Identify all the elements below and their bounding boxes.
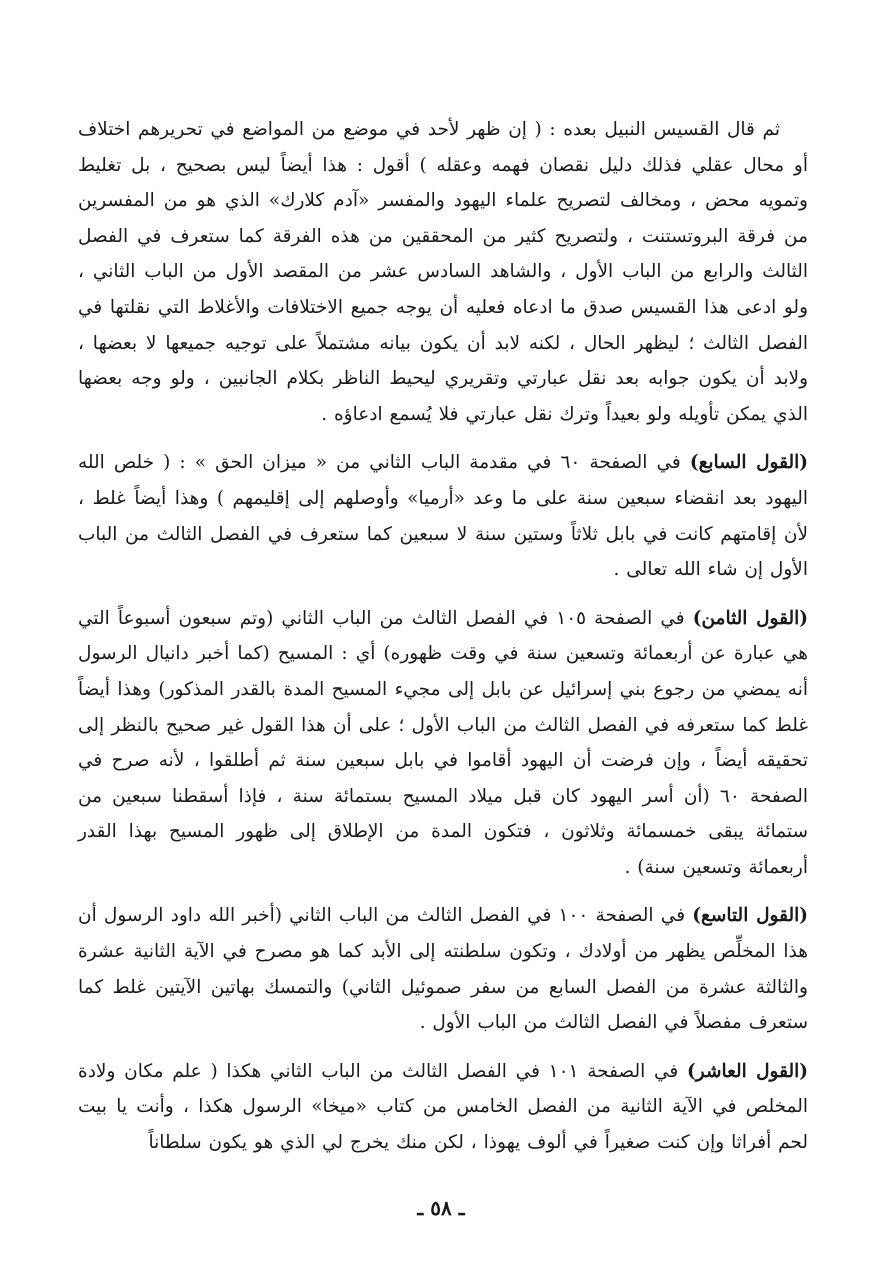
paragraph-4 <box>78 898 808 1040</box>
paragraph-2-lead: (القول السابع) <box>689 452 808 474</box>
paragraph-3-lead: (القول الثامن) <box>692 607 808 629</box>
paragraph-5-text: في الصفحة ١٠١ في الفصل الثالث من الباب الثاني هكذا ( علم مكان ولادة المخلص في الآية الثانية من الفصل الخامس من كتاب «ميخا» الرسول هكذا ، وأنت يا بيت لحم أفراثا وإن كنت صغيراً في ألوف يهوذا ، لكن منك يخرج لي الذي هو يكون سلطاناً <box>78 1060 808 1154</box>
paragraph-2-text: في الصفحة ٦٠ في مقدمة الباب الثاني من « ميزان الحق » : ( خلص الله اليهود بعد انقضاء سبعين سنة على ما وعد «أرميا» وأوصلهم إلى إقليمهم ) وهذا أيضاً غلط ، لأن إقامتهم كانت في بابل ثلاثاً وستين سنة لا سبعين كما ستعرف في الفصل الثالث من الباب الأول إن شاء الله تعالى . <box>78 452 808 581</box>
paragraph-4-lead: (القول التاسع) <box>692 905 808 927</box>
page-number: ـ ٥٨ ـ <box>417 1196 465 1220</box>
paragraph-1-text: ثم قال القسيس النبيل بعده : ( إن ظهر لأحد في موضع من المواضع في تحريرهم اختلاف أو محال عقلي فذلك دليل نقصان فهمه وعقله ) أقول : هذا أيضاً ليس بصحيح ، بل تغليط وتمويه محض ، ومخالف لتصريح علماء اليهود والمفسر «آدم كلارك» الذي هو من المفسرين من فرقة البروتستنت ، ولتصريح كثير من المحققين من هذه الفرقة كما ستعرف في الفصل الثالث والرابع من الباب الأول ، والشاهد السادس عشر من المقصد الأول من الباب الثاني ، ولو ادعى هذا القسيس صدق ما ادعاه فعليه أن يوجه جميع الاختلافات والأغلاط التي نقلتها في الفصل الثالث ؛ ليظهر الحال ، لكنه لابد أن يكون بيانه مشتملاً على توجيه جميعها لا بعضها ، ولابد أن يكون جوابه بعد نقل عبارتي وتقريري ليحيط الناظر بكلام الجانبين ، ولو وجه بعضها الذي يمكن تأويله ولو بعيداً وترك نقل عبارتي فلا يُسمع ادعاؤه . <box>78 119 808 425</box>
page-body <box>78 112 808 1174</box>
paragraph-3 <box>78 601 808 886</box>
paragraph-5 <box>78 1054 808 1161</box>
paragraph-2 <box>78 445 808 587</box>
paragraph-4-text: في الصفحة ١٠٠ في الفصل الثالث من الباب الثاني (أخبر الله داود الرسول أن هذا المخلِّص يظهر من أولادك ، وتكون سلطنته إلى الأبد كما هو مصرح في الآية الثانية عشرة والثالثة عشرة من الفصل السابع من سفر صموئيل الثاني) والتمسك بهاتين الآيتين غلط كما ستعرف مفصلاً في الفصل الثالث من الباب الأول . <box>78 905 808 1034</box>
paragraph-5-lead: (القول العاشر) <box>687 1060 808 1082</box>
paragraph-1 <box>78 112 808 432</box>
paragraph-3-text: في الصفحة ١٠٥ في الفصل الثالث من الباب الثاني (وتم سبعون أسبوعاً التي هي عبارة عن أربعمائة وتسعين سنة في وقت ظهوره) أي : المسيح (كما أخبر دانيال الرسول أنه يمضي من رجوع بني إسرائيل عن بابل إلى مجيء المسيح المدة بالقدر المذكور) وهذا أيضاً غلط كما ستعرفه في الفصل الثالث من الباب الأول ؛ على أن هذا القول غير صحيح بالنظر إلى تحقيقه أيضاً ، وإن فرضت أن اليهود أقاموا في بابل سبعين سنة ثم أطلقوا ، لأنه صرح في الصفحة ٦٠ (أن أسر اليهود كان قبل ميلاد المسيح بستمائة سنة ، فإذا أسقطنا سبعين من ستمائة يبقى خمسمائة وثلاثون ، فتكون المدة من الإطلاق إلى ظهور المسيح بهذا القدر أربعمائة وتسعين سنة) . <box>78 607 808 878</box>
